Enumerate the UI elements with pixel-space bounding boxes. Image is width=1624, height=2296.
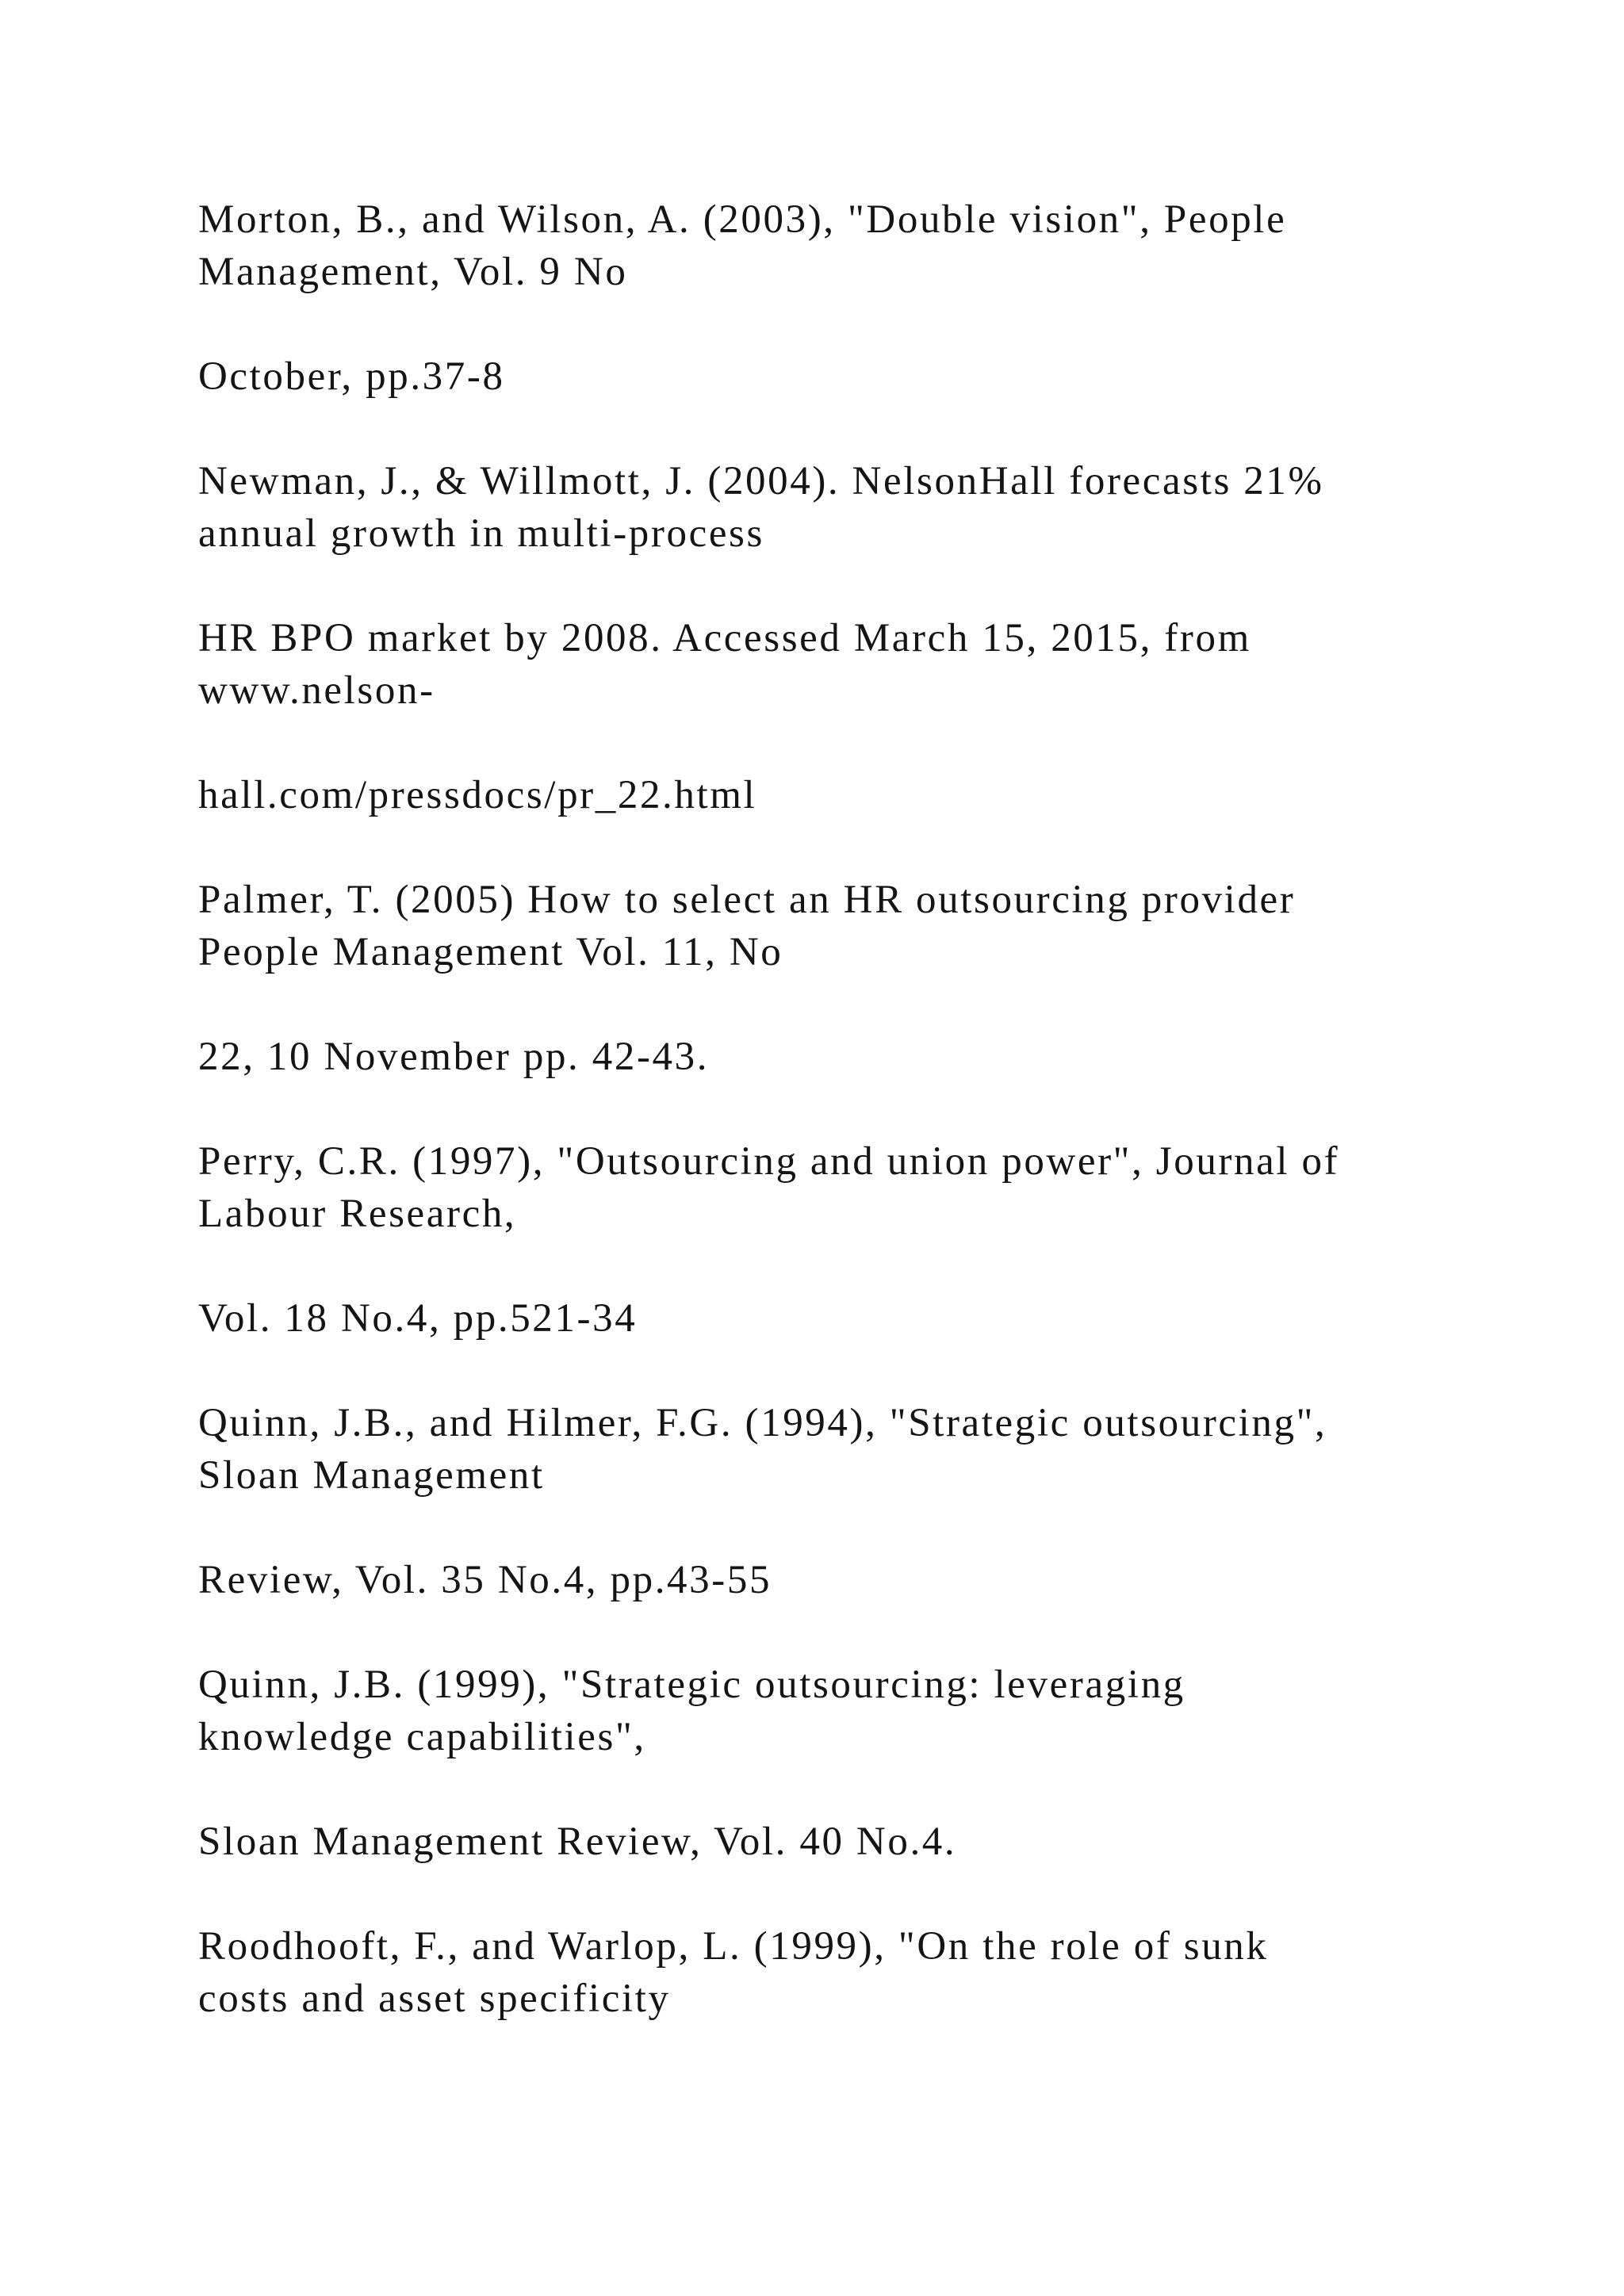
reference-entry-quinn: Quinn, J.B. (1999), "Strategic outsourcing: leveraging knowledge capabilities", xyxy=(198,1663,1185,1759)
reference-list xyxy=(198,193,1435,2077)
reference-continuation: October, pp.37-8 xyxy=(198,354,505,399)
reference-entry-morton-wilson: Morton, B., and Wilson, A. (2003), "Double vision", People Management, Vol. 9 No xyxy=(198,197,1287,294)
reference-continuation: Vol. 18 No.4, pp.521-34 xyxy=(198,1296,638,1341)
reference-continuation: Sloan Management Review, Vol. 40 No.4. xyxy=(198,1820,957,1864)
reference-continuation: 22, 10 November pp. 42-43. xyxy=(198,1035,710,1079)
reference-entry-roodhooft-warlop: Roodhooft, F., and Warlop, L. (1999), "On the role of sunk costs and asset specificity xyxy=(198,1924,1269,2021)
reference-entry-quinn-hilmer: Quinn, J.B., and Hilmer, F.G. (1994), "Strategic outsourcing", Sloan Management xyxy=(198,1401,1327,1498)
reference-entry-perry: Perry, C.R. (1997), "Outsourcing and union power", Journal of Labour Research, xyxy=(198,1139,1340,1236)
reference-continuation-url: hall.com/pressdocs/pr_22.html xyxy=(198,773,757,817)
reference-entry-palmer: Palmer, T. (2005) How to select an HR outsourcing provider People Management Vol. 11, No xyxy=(198,878,1296,974)
reference-continuation: Review, Vol. 35 No.4, pp.43-55 xyxy=(198,1558,772,1602)
reference-entry-newman-willmott: Newman, J., & Willmott, J. (2004). NelsonHall forecasts 21% annual growth in multi-process xyxy=(198,459,1324,556)
reference-continuation: HR BPO market by 2008. Accessed March 15, 2015, from www.nelson- xyxy=(198,616,1251,713)
